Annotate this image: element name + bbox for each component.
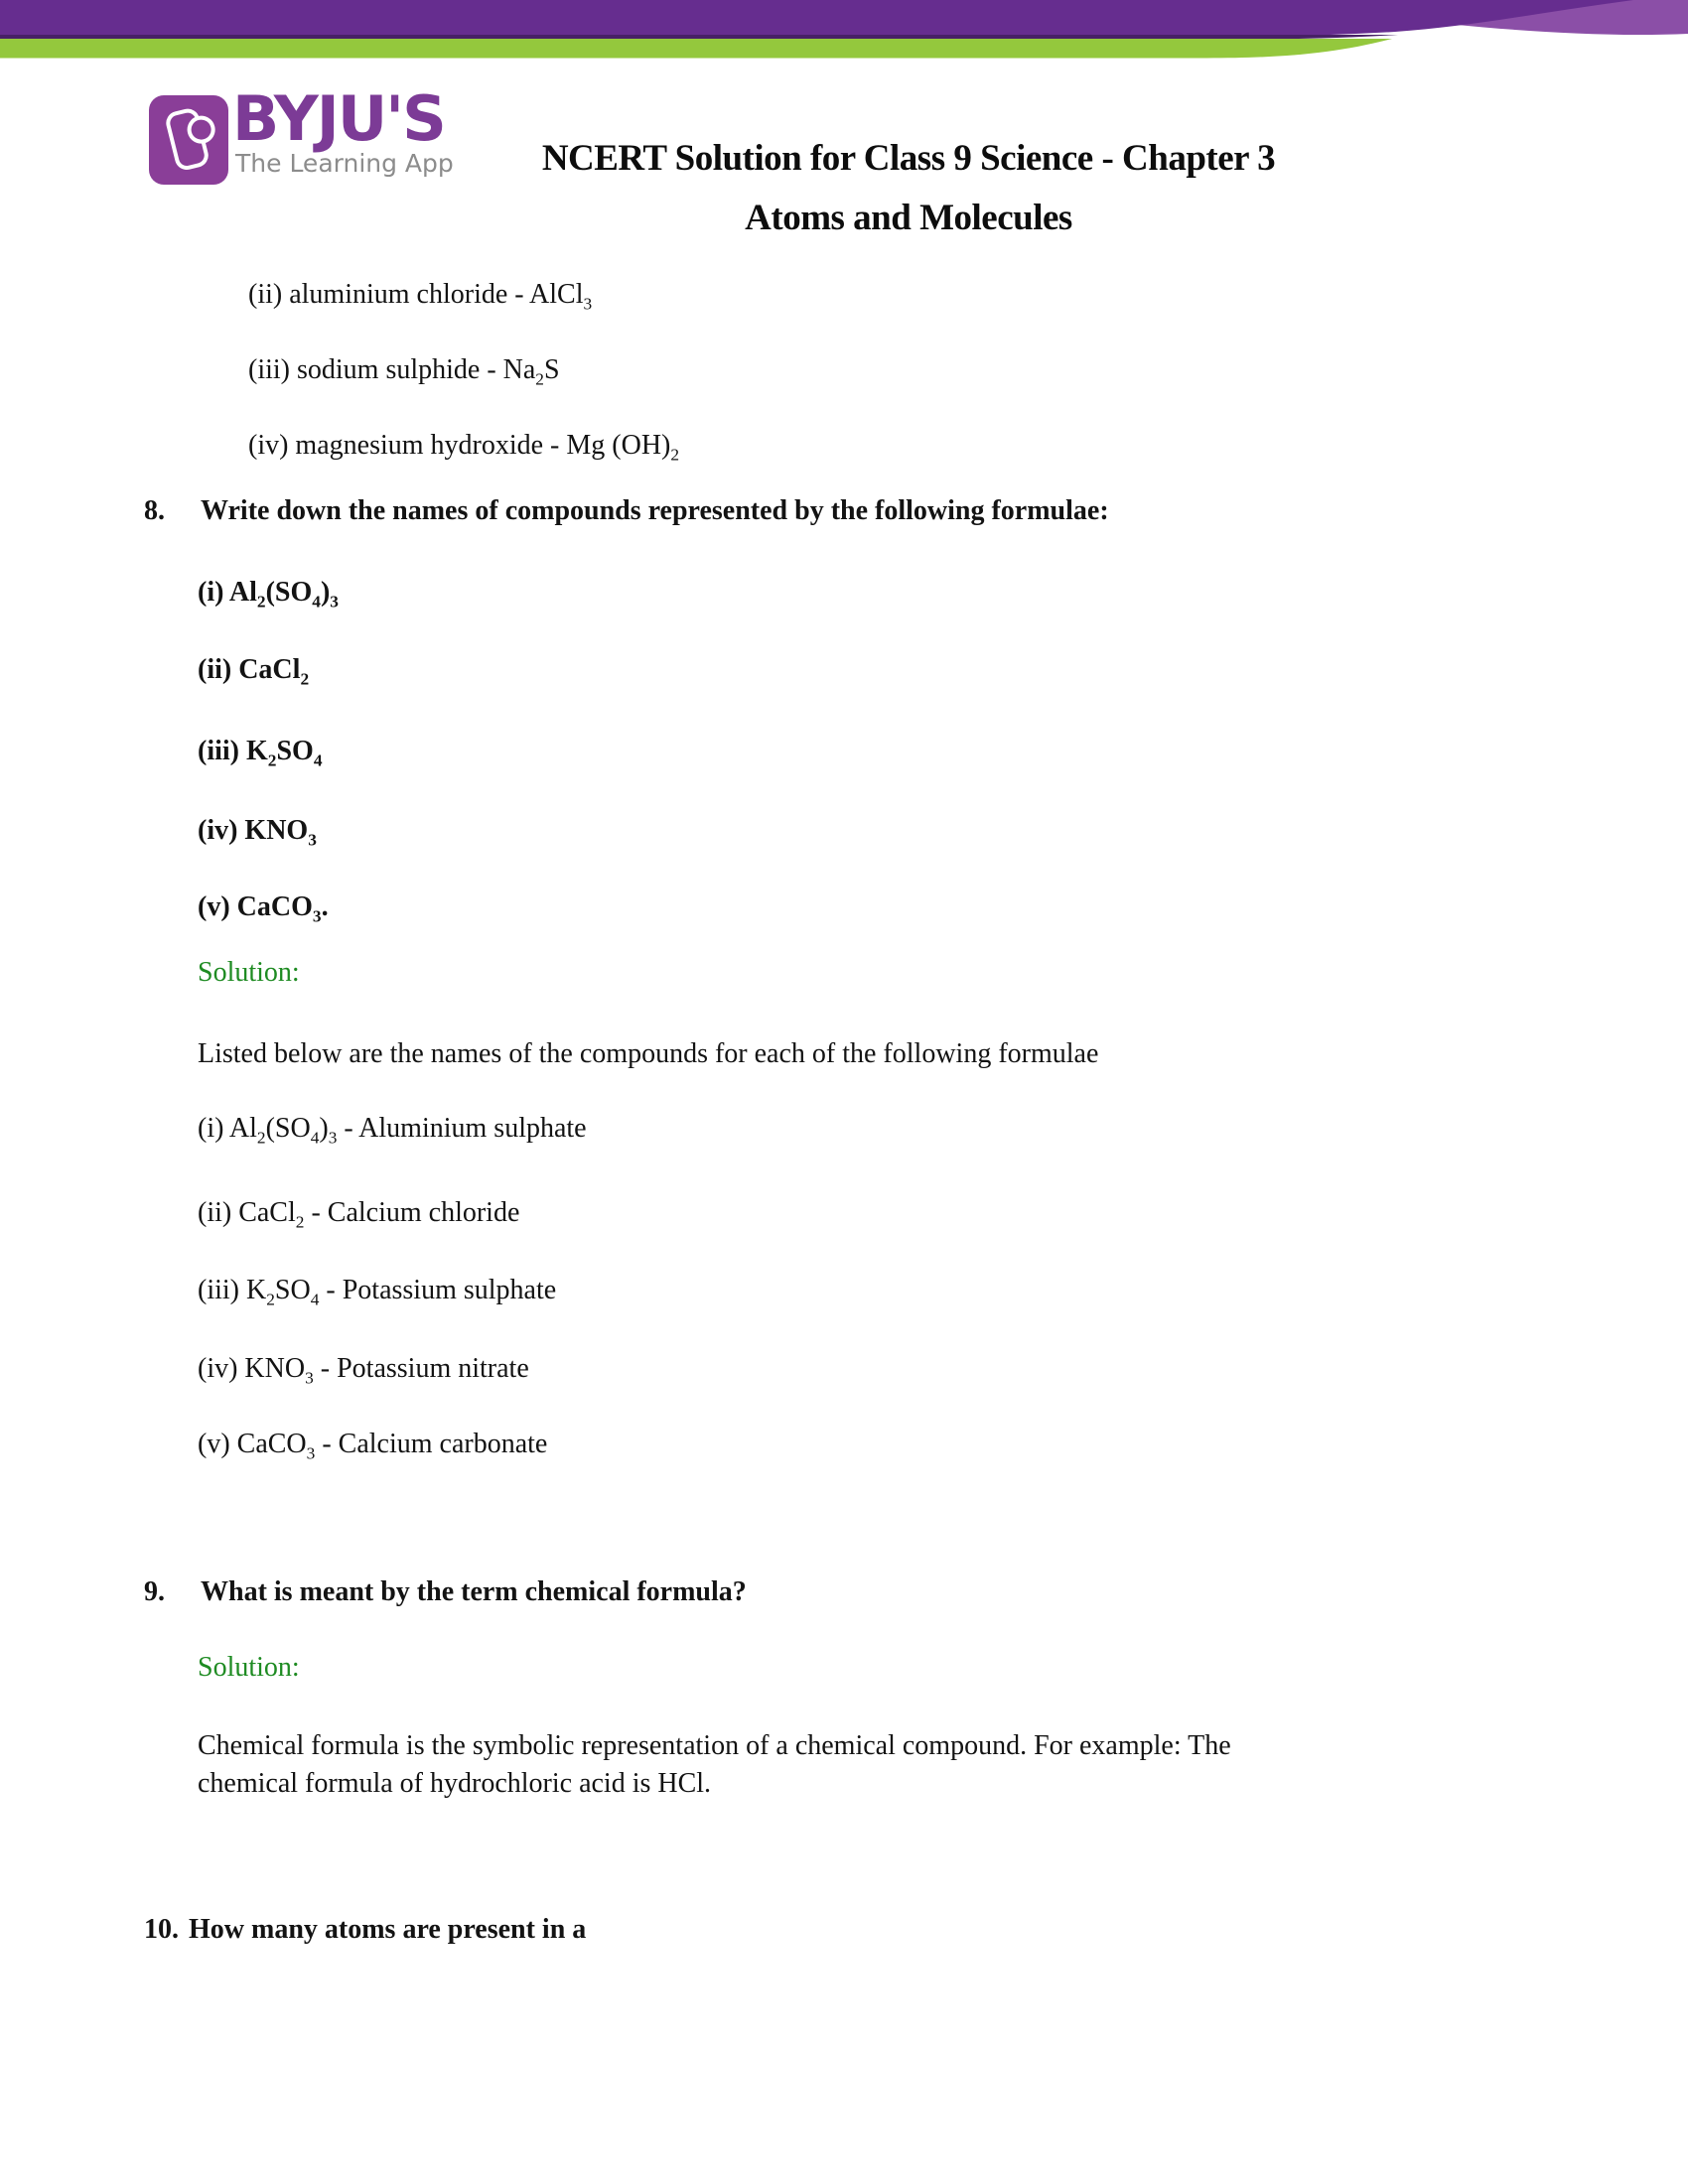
q8-solution-label: Solution: — [198, 957, 300, 988]
byjus-b-icon — [149, 95, 228, 185]
q9-number: 9. — [144, 1576, 165, 1607]
q9-question: What is meant by the term chemical formula? — [201, 1576, 747, 1607]
intro-item-magnesium-hydroxide: (iv) magnesium hydroxide - Mg $(OH)_2$ — [248, 430, 680, 465]
dark-strip-shape — [0, 35, 1398, 40]
q8-number: 8. — [144, 495, 165, 526]
intro-item-aluminium-chloride: (ii) aluminium chloride - AlCl$_3$ — [248, 279, 593, 314]
q10-number: 10. — [144, 1914, 179, 1945]
q9-heading — [144, 1572, 747, 1612]
green-band-shape — [0, 39, 1392, 59]
doc-title-line2: Atoms and Molecules — [745, 198, 1072, 238]
q9-answer-line1: Chemical formula is the symbolic representation of a chemical compound. For example: The — [198, 1730, 1231, 1761]
q9-answer — [198, 1727, 1231, 1803]
purple-band-shape — [0, 0, 1633, 38]
logo-brand-text: BYJU'S — [232, 82, 445, 155]
q8-solution-item-ii: (ii) CaCl$_2$ - Calcium chloride — [198, 1197, 520, 1232]
q8-item-iv: (iv) $KNO_3$ — [198, 815, 317, 850]
q8-solution-item-i: (i) $Al_2(SO_4)_3$ - Aluminium sulphate — [198, 1113, 587, 1148]
q10-question: How many atoms are present in a — [189, 1914, 587, 1945]
doc-title-line1: NCERT Solution for Class 9 Science - Chapter 3 — [541, 138, 1276, 179]
q8-heading — [144, 491, 1109, 531]
logo-tagline: The Learning App — [235, 149, 454, 178]
q9-solution-label: Solution: — [198, 1652, 300, 1683]
q8-solution-intro: Listed below are the names of the compounds for each of the following formulae — [198, 1038, 1099, 1069]
header-banner — [0, 0, 1688, 62]
q8-solution-item-iii: (iii) $K_2SO_4$ - Potassium sulphate — [198, 1275, 557, 1309]
q8-solution-item-v: (v) CaCO$_3$ - Calcium carbonate — [198, 1429, 548, 1463]
q8-solution-item-iv: (iv) $KNO_3$ - Potassium nitrate — [198, 1353, 529, 1388]
q8-item-ii: (ii) CaCl$_2$ — [198, 654, 310, 689]
q8-question: Write down the names of compounds represented by the following formulae: — [201, 495, 1109, 526]
q9-answer-line2: chemical formula of hydrochloric acid is HCl. — [198, 1768, 712, 1799]
q8-item-i: (i) $Al_2(SO_4)_3$ — [198, 577, 339, 612]
intro-item-sodium-sulphide: (iii) sodium sulphide - $Na_2S$ — [248, 354, 560, 389]
q8-item-iii: (iii) $K_2SO_4$ — [198, 736, 323, 770]
q8-item-v: (v) CaCO$_3$. — [198, 891, 329, 926]
q10-heading — [144, 1910, 586, 1950]
doc-title — [338, 129, 1479, 248]
